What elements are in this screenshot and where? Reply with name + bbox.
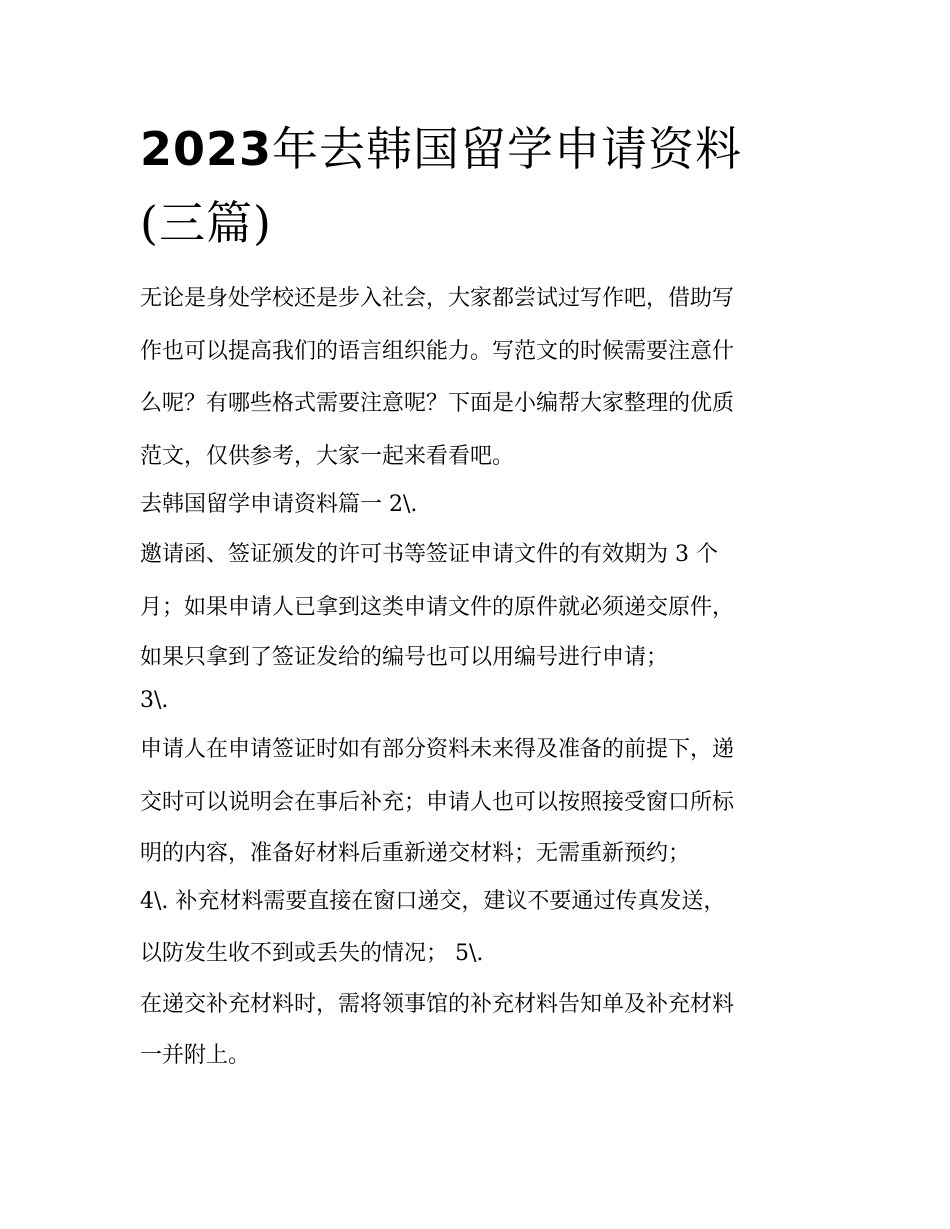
body-line: 申请人在申请签证时如有部分资料未来得及准备的前提下，递 <box>140 737 735 762</box>
body-line: 4\. 补充材料需要直接在窗口递交，建议不要通过传真发送， <box>140 889 726 914</box>
body-line: 邀请函、签证颁发的许可书等签证申请文件的有效期为 3 个 <box>140 542 718 567</box>
title-text: 年去韩国留学申请资料 <box>272 122 743 176</box>
body-line: 交时可以说明会在事后补充；申请人也可以按照接受窗口所标 <box>140 790 735 815</box>
title-subtitle: (三篇) <box>140 196 272 250</box>
intro-line-2: 作也可以提高我们的语言组织能力。写范文的时候需要注意什 <box>140 339 735 364</box>
body-line: 明的内容，准备好材料后重新递交材料；无需重新预约； <box>140 841 691 866</box>
body-line: 一并附上。 <box>140 1043 251 1068</box>
section-heading: 去韩国留学申请资料篇一 2\. <box>140 492 418 517</box>
body-line: 月；如果申请人已拿到这类申请文件的原件就必须递交原件， <box>140 595 735 620</box>
page-title <box>140 112 820 260</box>
body-line: 以防发生收不到或丢失的情况； 5\. <box>140 941 484 966</box>
body-line: 在递交补充材料时，需将领事馆的补充材料告知单及补充材料 <box>140 992 735 1017</box>
title-year: 2023 <box>140 122 273 176</box>
body-line: 如果只拿到了签证发给的编号也可以用编号进行申请； <box>140 645 669 670</box>
intro-line-3: 么呢？有哪些格式需要注意呢？下面是小编帮大家整理的优质 <box>140 391 735 416</box>
intro-line-1: 无论是身处学校还是步入社会，大家都尝试过写作吧，借助写 <box>140 286 735 311</box>
intro-line-4: 范文，仅供参考，大家一起来看看吧。 <box>140 444 515 469</box>
item-number: 3\. <box>140 688 169 713</box>
